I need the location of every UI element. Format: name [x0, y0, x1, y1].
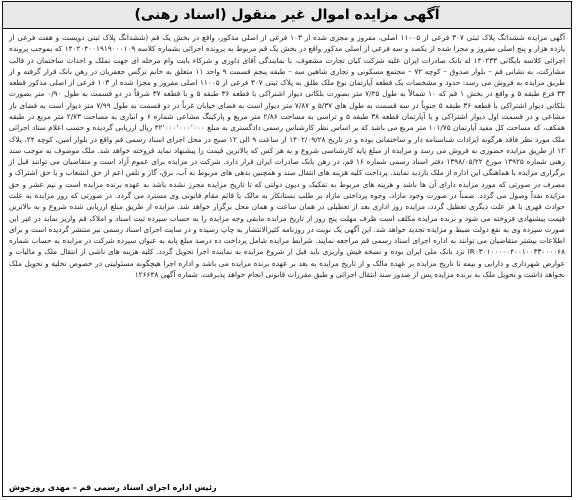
notice-body-paragraph: آگهی مزایده ششدانگ پلاک ثبتی ۳۰۷ فرعی از ۱۱۰۰۵ اصلی، مفروز و مجزی شده از ۱۰۳ فرعی از اصلی مذکور، واقع در بخش یک قم (ششدانگ پلاک ثبتی دویست و هفت فرعی از یازده هزار و پنج اصلی مفروز و مجزا شده از یکصد و سه فرعی از اصلی مذکور واقع در بخش یک قم مربوط به پرونده اجرائی بشماره کلاسه ۱۴۰۲۰۴۰۰۱۹۱۹۰۰۰۱۰۹ که بموجب پرونده اجرائی کلاسه بایگانی ۱۴۰۲۳۳ له بانک صادرات ایران علیه شرکت کیان تجارت مشعوف، با نمایندگی آقای داوری و شرکاء بابت وام مرحله ای جهت تملک و احداث ساختمان در قالب مشارکت، به نشانی قم – بلوار صدوق – کوچه ۷۲ – مجتمع مسکونی و تجاری شاهین سه – طبقه پنجم قسمت ۹ واحد ۱۱ متعلق به خانم ترگس جعفریان در رهن بانک قرار گرفته و از طریق مزایده به فروش می رسد: حدود و مشخصات یک قطعه آپارتمان نوع ملک طلق به پلاک ثبتی ۳۰۷ فرعی از ۱۱۰۰۵ اصلی مفروز و مجزا شده از ۱۰۳ فرعی از اصلی مذکور قطعه ۳۳ فرع طبقه ۵ و واقع در بخش ۱ قم که ۱۰ شمالاً به طول ۷/۴۵ متر بصورت بلکانی دیوار اشتراکی با قطعه ۳۶ طبقه ۵ و با قطعه ۳۷ شرقاً در دو قسمت به طول ۰/۹۰ متر بصورت بلکانی دیوار اشتراکی با قطعه ۳۶ طبقه ۵ جنوباً در سه قسمت به طول های ۵/۳۷ و ۷/۸۷ متر دیوار است به فضای خیابان غرباً در دو قسمت به طول ۷/۹۹ متر دیوار است به فضای باز مشاعی و در قسمت اول دیوار اشتراکی و یا آپارتمان قطعه ۳۸ طبقه ۵ و تراسی به مساحت ۲/۸۶ متر مربع و پارکینگ مشاعی شماره ۶ و انباری به مساحت ۲/۷۳ متر مربع در طبقه همکف، که مساحت کل مفید آپارتمان ۱۰۱/۷۵ متر مربع می باشد که بر اساس نظر کارشناس رسمی دادگستری به مبلغ ۴۲٬۰۰۰٬۰۰۰٬۰۰۰ ریال ارزیابی گردیده و حسب اعلام ستاد اجرائی ملک مورد نظر فاقد هرگونه ایرادات شناسنامه دار و ساختمانی بوده و در تاریخ ۱۴۰۲/۰۹/۲۸ از ساعت ۹ الی ۱۲ صبح در محل اجرای اسناد رسمی قم واقع در بلوار امین، کوچه ۲۴، پلاک ۱۲ از طریق مزایده حضوری به فروش می رسد و مزایده از مبلغ پایه کارشناسی شروع و به هر کس که بالاترین قیمت را پیشنهاد نماید فروخته خواهد شد. ملک موصوف به موجب سند رهنی شماره ۱۳۹۲۵ مورخ ۱۳۹۸/۰۵/۲۲ دفتر اسناد رسمی شماره ۱۶ قم، در رهن بانک صادرات ایران قرار دارد. شرکت در مزایده برای عموم آزاد است و متقاضیان می توانند قبل از برگزاری مزایده با هماهنگی این اداره از ملک بازدید نمایند. پرداخت کلیه هزینه های انتقال سند و همچنین بدهی های مربوط به آب، برق، گاز و تلفن اعم از حق انشعاب و یا حق اشتراک و مصرف در صورتی که مورد مزایده دارای آن ها باشد و هزینه های مربوط به تفکیک و دیون دولتی که تا تاریخ مزایده محرز نشده باشد به عهده برنده مزایده است و نیم عشر و حق مزایده نقداً وصول می گردد. ضمناً در صورت وجود مازاد، وجوه پرداختی مازاد بر طلب بستانکار به مالک یا قائم مقام قانونی وی مسترد می گردد. در صورتی که روز مزایده به علت حوادث قهری یا هر علت دیگری تعطیل گردد، مزایده روز اداری بعد از تعطیلی در همان ساعت و همان محل برگزار خواهد شد. مزایده از طریق مبلغ ارزیابی شده شروع و به بالاترین قیمت پیشنهادی فروخته می شود و برنده مزایده مکلف است ظرف مهلت پنج روز از تاریخ مزایده مابقی وجه مزایده را به حساب سپرده ثبت اسناد و املاک قم واریز نماید در غیر این صورت سپرده وی به نفع دولت ضبط و مزایده تجدید خواهد شد. این آگهی یک نوبت در روزنامه کثیرالانتشار به چاپ رسیده و در سایت اجرای اسناد رسمی نیز منتشر گردیده است و برای اطلاعات بیشتر متقاضیان می توانند به اداره اجرای اسناد رسمی قم مراجعه نمایند. شرایط مزایده شامل پرداخت ده درصد مبلغ پایه به عنوان سپرده شرکت در مزایده به حساب شماره IR۰۳۰۱۰۰۰۰۰۴۰۰۱۰۰۳۳۰۰۰۰۶۸ نزد بانک ملی ایران بوده و نسخه فیش واریزی باید قبل از شروع مزایده به نماینده اجرا تحویل گردد. کلیه هزینه های ناشی از انتقال ملک و مالیات و عوارض شهرداری و دارایی و بیمه تا تاریخ مزایده بر عهده مالک و از تاریخ مزایده به بعد بر عهده برنده مزایده می باشد و اداره اجرا هیچگونه مسئولیتی در خصوص تخلیه و تحویل ملک نخواهد داشت و تحویل ملک به برنده مزایده پس از صدور سند انتقال اجرائی و طبق مقررات قانونی انجام خواهد پذیرفت. شماره آگهی ۱۲۶۶۴۸: [9, 33, 566, 279]
notice-body: [3, 29, 571, 280]
title-bar: [3, 2, 571, 29]
notice-title: آگهی مزایده اموال غیر منقول (اسناد رهنی): [134, 7, 440, 23]
auction-notice: [2, 1, 572, 497]
notice-signature: رئیس اداره اجرای اسناد رسمی قم – مهدی روزخوش: [9, 483, 217, 492]
